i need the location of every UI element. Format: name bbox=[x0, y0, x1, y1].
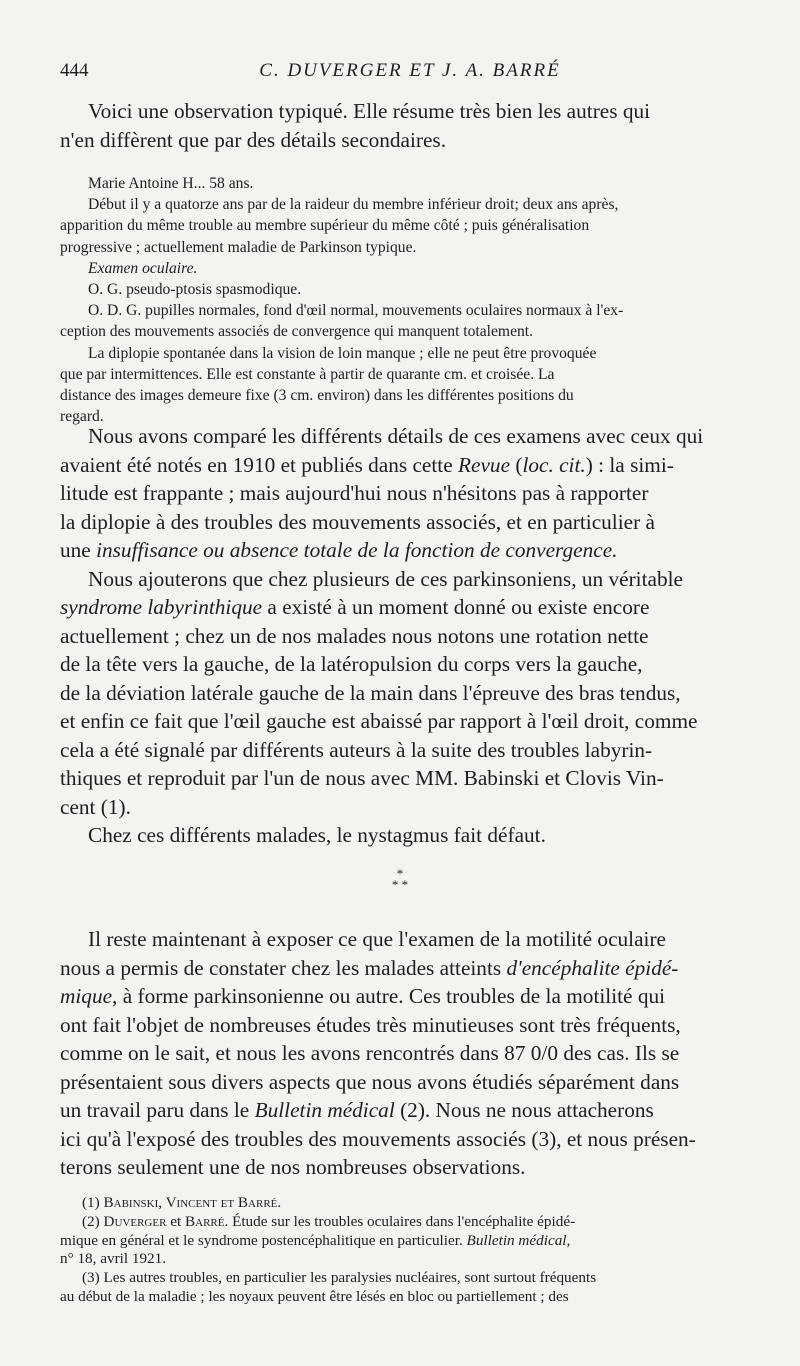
text-line: et enfin ce fait que l'œil gauche est abaissé par rapport à l'œil droit, comme bbox=[60, 709, 698, 733]
text-line: Chez ces différents malades, le nystagmus fait défaut. bbox=[88, 823, 546, 847]
page-number: 444 bbox=[60, 60, 89, 81]
text-span: , à forme parkinsonienne ou autre. Ces troubles de la motilité qui bbox=[112, 984, 666, 1008]
emphasis: Revue bbox=[458, 452, 511, 477]
text-line bbox=[60, 593, 765, 622]
text-span: (2). Nous ne nous attacherons bbox=[394, 1098, 654, 1122]
emphasis: d'encéphalite épidé- bbox=[506, 955, 679, 980]
second-section bbox=[60, 925, 765, 1182]
text-line bbox=[60, 451, 765, 480]
footnote-number: (1) bbox=[82, 1194, 104, 1211]
separator-star-top: * bbox=[396, 866, 404, 881]
footnote-3: (3) Les autres troubles, en particulier les paralysies nucléaires, sont surtout fréquents bbox=[82, 1269, 597, 1287]
text-line: n'en diffèrent que par des détails secondaires. bbox=[60, 127, 447, 152]
footnote-2-line: n° 18, avril 1921. bbox=[60, 1250, 167, 1268]
intro-paragraph bbox=[60, 97, 765, 154]
text-line: actuellement ; chez un de nos malades nous notons une rotation nette bbox=[60, 623, 649, 648]
text-span: avaient été notés en 1910 et publiés dans cette bbox=[60, 452, 458, 477]
emphasis: syndrome labyrinthique bbox=[60, 595, 263, 619]
text-line bbox=[60, 954, 765, 983]
text-line: regard. bbox=[60, 408, 104, 426]
page-header bbox=[60, 52, 760, 86]
footnotes bbox=[60, 1194, 765, 1307]
text-span: un travail paru dans le bbox=[60, 1098, 255, 1122]
text-line: présentaient sous divers aspects que nous avons étudiés séparément dans bbox=[60, 1069, 680, 1094]
text-line: ici qu'à l'exposé des troubles des mouvements associés (3), et nous présen- bbox=[60, 1126, 696, 1151]
text-line: progressive ; actuellement maladie de Parkinson typique. bbox=[60, 238, 417, 256]
text-line: Voici une observation typiqué. Elle résume très bien les autres qui bbox=[88, 99, 651, 123]
emphasis: loc. cit. bbox=[522, 452, 586, 477]
clinical-observation bbox=[60, 173, 765, 427]
text-line bbox=[60, 1096, 765, 1125]
text-line: ont fait l'objet de nombreuses études très minutieuses sont très fréquents, bbox=[60, 1012, 681, 1037]
emphasis: mique bbox=[60, 984, 113, 1008]
text-line: thiques et reproduit par l'un de nous avec MM. Babinski et Clovis Vin- bbox=[60, 766, 664, 790]
text-span: mique en général et le syndrome postencéphalitique en particulier. bbox=[60, 1231, 467, 1249]
emphasis: Bulletin médical, bbox=[466, 1231, 571, 1249]
text-line: litude est frappante ; mais aujourd'hui nous n'hésitons pas à rapporter bbox=[60, 481, 649, 505]
text-line: ception des mouvements associés de convergence qui manquent totalement. bbox=[60, 323, 534, 341]
emphasis: insuffisance ou absence totale de la fonction de convergence. bbox=[96, 538, 618, 562]
text-line: O. G. pseudo-ptosis spasmodique. bbox=[88, 281, 302, 299]
text-span: . Étude sur les troubles oculaires dans l'encéphalite épidé- bbox=[224, 1212, 576, 1230]
text-line: Il reste maintenant à exposer ce que l'examen de la motilité oculaire bbox=[88, 927, 667, 951]
text-line: que par intermittences. Elle est constante à partir de quarante cm. et croisée. La bbox=[60, 365, 555, 383]
text-span: a existé à un moment donné ou existe encore bbox=[262, 595, 650, 619]
text-line: de la tête vers la gauche, de la latéropulsion du corps vers la gauche, bbox=[60, 652, 643, 676]
text-line: La diplopie spontanée dans la vision de loin manque ; elle ne peut être provoquée bbox=[88, 344, 597, 362]
text-line: distance des images demeure fixe (3 cm. environ) dans les différentes positions du bbox=[60, 387, 574, 405]
patient-line: Marie Antoine H... 58 ans. bbox=[88, 175, 254, 192]
footnote-author: Duverger bbox=[103, 1212, 167, 1230]
footnote-author: Barré bbox=[185, 1212, 225, 1230]
exam-heading bbox=[60, 258, 765, 279]
footnote-2-line bbox=[60, 1232, 765, 1251]
separator-star-bottom: * * bbox=[391, 877, 409, 892]
text-line: Début il y a quatorze ans par de la raideur du membre inférieur droit; deux ans après, bbox=[88, 196, 619, 214]
footnote-1 bbox=[60, 1194, 765, 1213]
text-span: et bbox=[166, 1212, 185, 1230]
footnote-2 bbox=[60, 1213, 765, 1232]
text-line: la diplopie à des troubles des mouvements associés, et en particulier à bbox=[60, 509, 655, 534]
running-head: C. DUVERGER ET J. A. BARRÉ bbox=[259, 60, 561, 81]
footnote-authors: Babinski, Vincent et Barré. bbox=[103, 1194, 282, 1211]
emphasis: Bulletin médical bbox=[254, 1098, 395, 1122]
text-line: O. D. G. pupilles normales, fond d'œil normal, mouvements oculaires normaux à l'ex- bbox=[88, 302, 624, 320]
text-line bbox=[60, 982, 765, 1011]
text-line: terons seulement une de nos nombreuses observations. bbox=[60, 1155, 526, 1179]
text-line: cent (1). bbox=[60, 794, 131, 819]
footnote-3-line: au début de la maladie ; les noyaux peuvent être lésés en bloc ou partiellement ; des bbox=[60, 1287, 569, 1305]
text-line: cela a été signalé par différents auteurs à la suite des troubles labyrin- bbox=[60, 737, 653, 762]
text-line: Nous avons comparé les différents détails de ces examens avec ceux qui bbox=[88, 424, 704, 448]
text-span: ) : la simi- bbox=[585, 452, 674, 477]
text-span: ( bbox=[510, 452, 523, 477]
section-separator bbox=[0, 868, 800, 896]
text-span: nous a permis de constater chez les malades atteints bbox=[60, 955, 507, 980]
text-line: comme on le sait, et nous les avons rencontrés dans 87 0/0 des cas. Ils se bbox=[60, 1041, 680, 1065]
text-line: de la déviation latérale gauche de la main dans l'épreuve des bras tendus, bbox=[60, 680, 681, 705]
main-discussion bbox=[60, 422, 765, 850]
text-span: une bbox=[60, 538, 97, 562]
footnote-number: (2) bbox=[82, 1212, 104, 1230]
exam-heading-text: Examen oculaire. bbox=[88, 259, 198, 277]
text-line: apparition du même trouble au membre supérieur du même côté ; puis généralisation bbox=[60, 217, 590, 235]
text-line: Nous ajouterons que chez plusieurs de ces parkinsoniens, un véritable bbox=[88, 566, 683, 591]
text-line bbox=[60, 536, 765, 565]
